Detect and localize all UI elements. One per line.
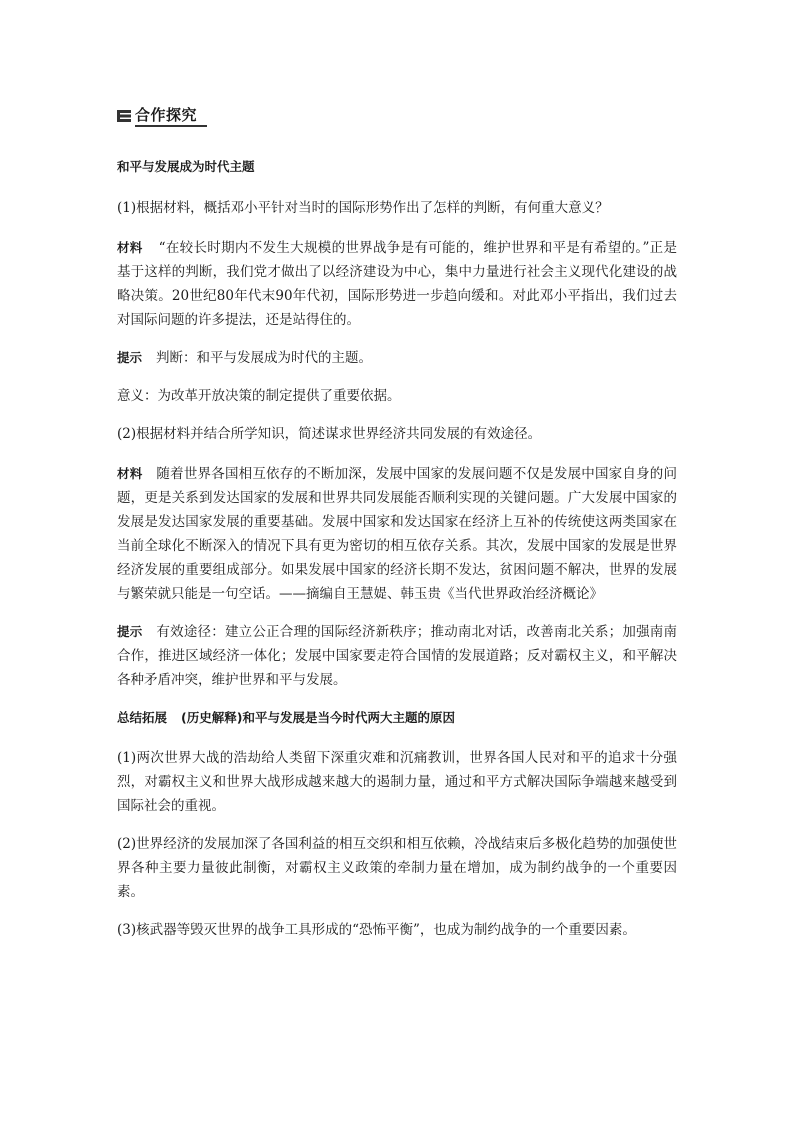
material-1-text: “在较长时期内不发生大规模的世界战争是有可能的，维护世界和平是有希望的。”正是基于这样的判断，我们党才做出了以经济建设为中心，集中力量进行社会主义现代化建设的战略决策。20世纪80年代末90年代初，国际形势进一步趋向缓和。对此邓小平指出，我们过去对国际问题的许多提法，还是站得住的。 [117, 240, 677, 328]
summary-point-1: (1)两次世界大战的浩劫给人类留下深重灾难和沉痛教训，世界各国人民对和平的追求十分强烈，对霸权主义和世界大战形成越来越大的遏制力量，通过和平方式解决国际争端越来越受到国际社会的重视。 [117, 750, 677, 814]
material-2-text: 随着世界各国相互依存的不断加深，发展中国家的发展问题不仅是发展中国家自身的问题，更是关系到发达国家的发展和世界共同发展能否顺利实现的关键问题。广大发展中国家的发展是发达国家发展的重要基础。发展中国家和发达国家在经济上互补的传统使这两类国家在当前全球化不断深入的情况下具有更为密切的相互依存关系。其次，发展中国家的发展是世界经济发展的重要组成部分。如果发展中国家的经济长期不发达，贫困问题不解决，世界的发展与繁荣就只能是一句空话。——摘编自王慧媞、韩玉贵《当代世界政治经济概论》 [117, 466, 677, 602]
hint-1-text: 判断：和平与发展成为时代的主题。 [156, 350, 373, 366]
summary-point-2: (2)世界经济的发展加深了各国利益的相互交织和相互依赖，冷战结束后多极化趋势的加强使世界各种主要力量彼此制衡，对霸权主义政策的牵制力量在增加，成为制约战争的一个重要因素。 [117, 836, 677, 900]
material-label: 材料 [117, 240, 143, 255]
hint-2-text: 有效途径：建立公正合理的国际经济新秩序；推动南北对话，改善南北关系；加强南南合作，推进区域经济一体化；发展中国家要走符合国情的发展道路；反对霸权主义，和平解决各种矛盾冲突，维护世界和平与发展。 [117, 624, 677, 688]
section-header [117, 106, 677, 126]
summary-point-3: (3)核武器等毁灭世界的战争工具形成的“恐怖平衡”，也成为制约战争的一个重要因素。 [117, 922, 636, 938]
summary-label: 总结拓展 [117, 710, 168, 725]
hint-2 [117, 620, 677, 692]
section-bars-icon [117, 109, 131, 123]
hint-label: 提示 [117, 350, 143, 365]
summary-heading [117, 706, 677, 730]
summary-title: (历史解释)和平与发展是当今时代两大主题的原因 [181, 710, 455, 725]
material-1 [117, 236, 677, 332]
question-2: (2)根据材料并结合所学知识，简述谋求世界经济共同发展的有效途径。 [117, 426, 542, 442]
question-1: (1)根据材料，概括邓小平针对当时的国际形势作出了怎样的判断，有何重大意义？ [117, 200, 609, 216]
meaning-1: 意义：为改革开放决策的制定提供了重要依据。 [117, 388, 401, 404]
section-title: 合作探究 [135, 106, 207, 127]
material-2 [117, 462, 677, 606]
hint-label: 提示 [117, 624, 143, 639]
topic-title: 和平与发展成为时代主题 [117, 159, 255, 174]
hint-1 [117, 346, 677, 370]
material-label: 材料 [117, 466, 143, 481]
document-page [117, 106, 677, 956]
